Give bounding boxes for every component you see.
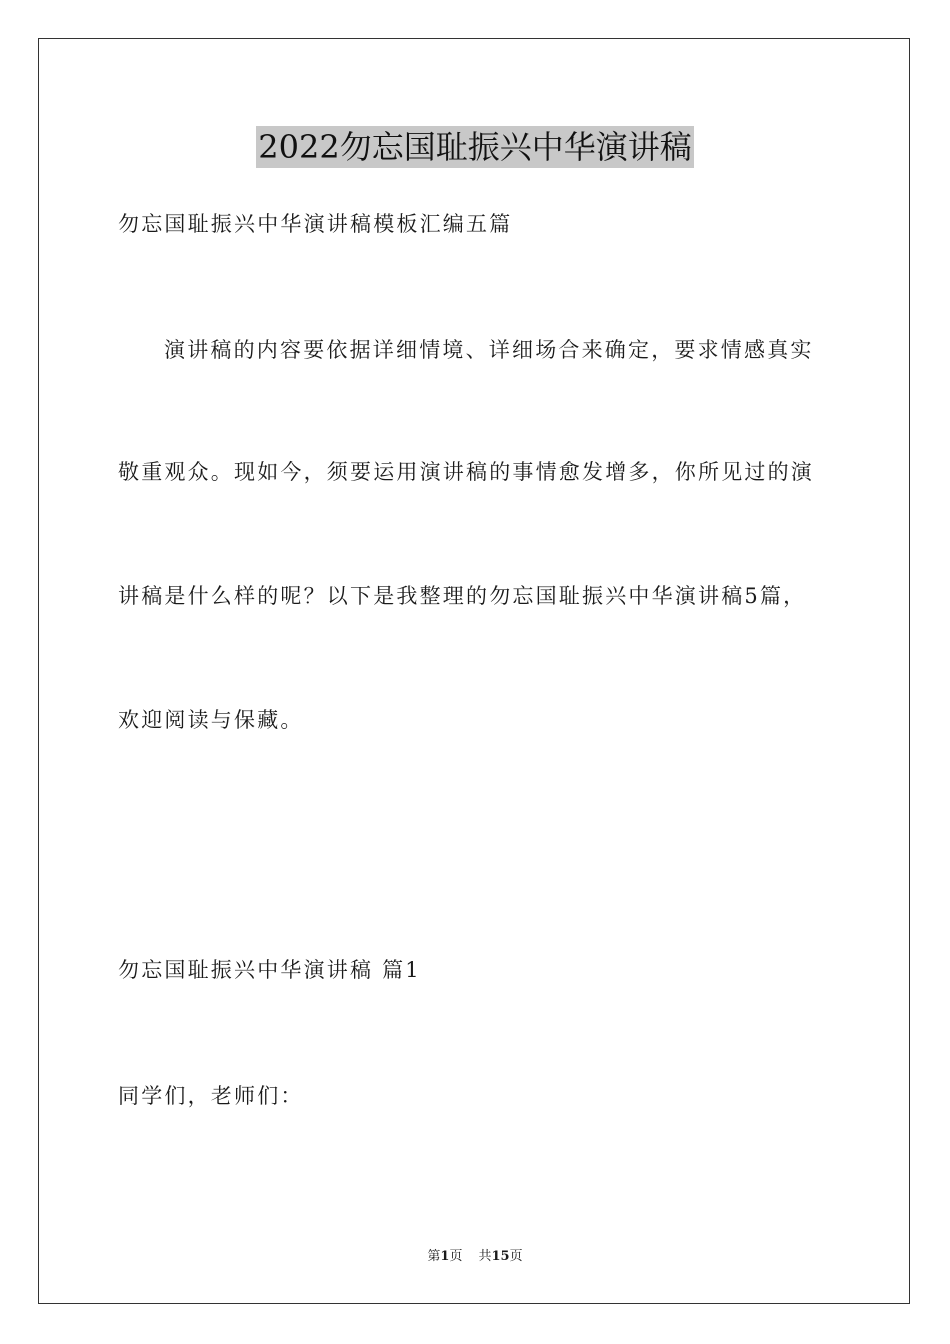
document-title: 2022勿忘国耻振兴中华演讲稿: [258, 128, 692, 166]
section-heading: 勿忘国耻振兴中华演讲稿 篇1: [118, 958, 421, 982]
footer-page-suffix: 页: [449, 1249, 463, 1264]
intro-line-1: 演讲稿的内容要依据详细情境、详细场合来确定，要求情感真实: [164, 338, 814, 362]
document-subtitle: 勿忘国耻振兴中华演讲稿模板汇编五篇: [118, 212, 513, 236]
footer-page-prefix: 第: [427, 1249, 441, 1264]
intro-line-2: 敬重观众。现如今，须要运用演讲稿的事情愈发增多，你所见过的演: [118, 460, 814, 484]
salutation: 同学们，老师们：: [118, 1084, 304, 1108]
intro-line-3: 讲稿是什么样的呢？以下是我整理的勿忘国耻振兴中华演讲稿5篇，: [118, 584, 807, 608]
intro-line-4: 欢迎阅读与保藏。: [118, 708, 304, 732]
footer-total-pages: 15: [491, 1249, 510, 1264]
title-container: [0, 126, 950, 168]
footer-page-number: 1: [440, 1249, 450, 1264]
page-footer: [0, 1248, 950, 1266]
footer-total-prefix: 共: [478, 1249, 492, 1264]
footer-total-suffix: 页: [509, 1249, 523, 1264]
